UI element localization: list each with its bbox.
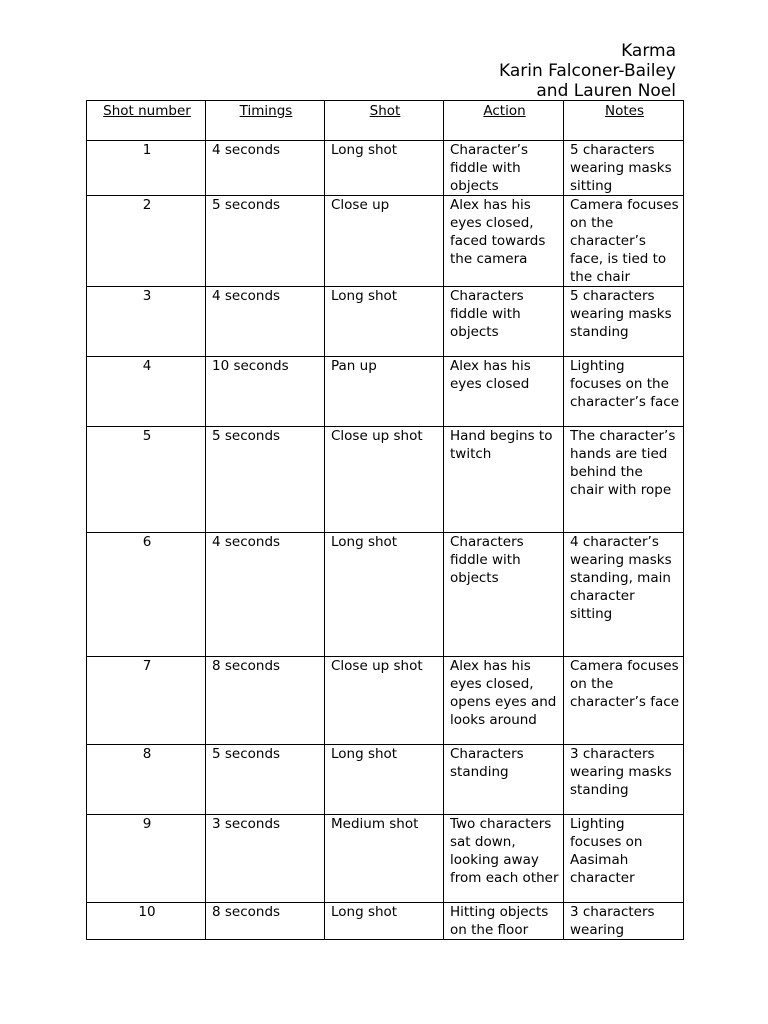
shot-cell: Close up shot bbox=[325, 657, 444, 745]
notes-cell: Camera focuses on the character’s face, is tied to the chair bbox=[564, 196, 684, 287]
notes-cell: 5 characters wearing masks standing bbox=[564, 287, 684, 357]
table-row bbox=[87, 903, 684, 940]
notes-cell: The character’s hands are tied behind the chair with rope bbox=[564, 427, 684, 533]
notes-cell: Lighting focuses on Aasimah character bbox=[564, 815, 684, 903]
timing-cell: 8 seconds bbox=[206, 903, 325, 940]
action-cell: Hand begins to twitch bbox=[444, 427, 564, 533]
timing-cell: 4 seconds bbox=[206, 533, 325, 657]
timing-cell: 3 seconds bbox=[206, 815, 325, 903]
action-cell: Alex has his eyes closed bbox=[444, 357, 564, 427]
notes-cell: 3 characters wearing masks standing bbox=[564, 745, 684, 815]
action-cell: Character’s fiddle with objects bbox=[444, 141, 564, 196]
column-header-timings: Timings bbox=[206, 101, 325, 141]
timing-cell: 5 seconds bbox=[206, 427, 325, 533]
shot-cell: Long shot bbox=[325, 745, 444, 815]
document-title: Karma bbox=[621, 41, 676, 61]
table-row bbox=[87, 287, 684, 357]
table-header-row bbox=[87, 101, 684, 141]
shot-number-cell: 9 bbox=[87, 815, 206, 903]
shot-number-cell: 10 bbox=[87, 903, 206, 940]
notes-cell: 5 characters wearing masks sitting bbox=[564, 141, 684, 196]
shot-list-table bbox=[86, 100, 684, 940]
action-cell: Alex has his eyes closed, opens eyes and looks around bbox=[444, 657, 564, 745]
table-row bbox=[87, 427, 684, 533]
timing-cell: 5 seconds bbox=[206, 745, 325, 815]
action-cell: Characters fiddle with objects bbox=[444, 287, 564, 357]
column-header-shot-number: Shot number bbox=[87, 101, 206, 141]
shot-number-cell: 5 bbox=[87, 427, 206, 533]
column-header-notes: Notes bbox=[564, 101, 684, 141]
notes-cell: Camera focuses on the character’s face bbox=[564, 657, 684, 745]
timing-cell: 8 seconds bbox=[206, 657, 325, 745]
action-cell: Two characters sat down, looking away from each other bbox=[444, 815, 564, 903]
shot-number-cell: 1 bbox=[87, 141, 206, 196]
shot-cell: Close up bbox=[325, 196, 444, 287]
notes-cell: Lighting focuses on the character’s face bbox=[564, 357, 684, 427]
shot-cell: Long shot bbox=[325, 903, 444, 940]
shot-cell: Long shot bbox=[325, 141, 444, 196]
shot-number-cell: 6 bbox=[87, 533, 206, 657]
author-line-1: Karin Falconer-Bailey bbox=[499, 61, 676, 81]
action-cell: Hitting objects on the floor bbox=[444, 903, 564, 940]
shot-number-cell: 3 bbox=[87, 287, 206, 357]
notes-cell: 4 character’s wearing masks standing, main character sitting bbox=[564, 533, 684, 657]
timing-cell: 4 seconds bbox=[206, 287, 325, 357]
shot-number-cell: 4 bbox=[87, 357, 206, 427]
shot-cell: Long shot bbox=[325, 533, 444, 657]
shot-cell: Medium shot bbox=[325, 815, 444, 903]
table-row bbox=[87, 196, 684, 287]
column-header-action: Action bbox=[444, 101, 564, 141]
timing-cell: 4 seconds bbox=[206, 141, 325, 196]
table-row bbox=[87, 533, 684, 657]
table-row bbox=[87, 657, 684, 745]
table-row bbox=[87, 357, 684, 427]
author-line-2: and Lauren Noel bbox=[536, 81, 676, 101]
action-cell: Alex has his eyes closed, faced towards the camera bbox=[444, 196, 564, 287]
shot-cell: Pan up bbox=[325, 357, 444, 427]
action-cell: Characters fiddle with objects bbox=[444, 533, 564, 657]
notes-cell: 3 characters wearing bbox=[564, 903, 684, 940]
document-header bbox=[499, 41, 676, 101]
shot-cell: Close up shot bbox=[325, 427, 444, 533]
shot-number-cell: 7 bbox=[87, 657, 206, 745]
table-row bbox=[87, 141, 684, 196]
shot-cell: Long shot bbox=[325, 287, 444, 357]
shot-number-cell: 2 bbox=[87, 196, 206, 287]
shot-number-cell: 8 bbox=[87, 745, 206, 815]
table-row bbox=[87, 815, 684, 903]
table-row bbox=[87, 745, 684, 815]
timing-cell: 5 seconds bbox=[206, 196, 325, 287]
column-header-shot: Shot bbox=[325, 101, 444, 141]
action-cell: Characters standing bbox=[444, 745, 564, 815]
timing-cell: 10 seconds bbox=[206, 357, 325, 427]
